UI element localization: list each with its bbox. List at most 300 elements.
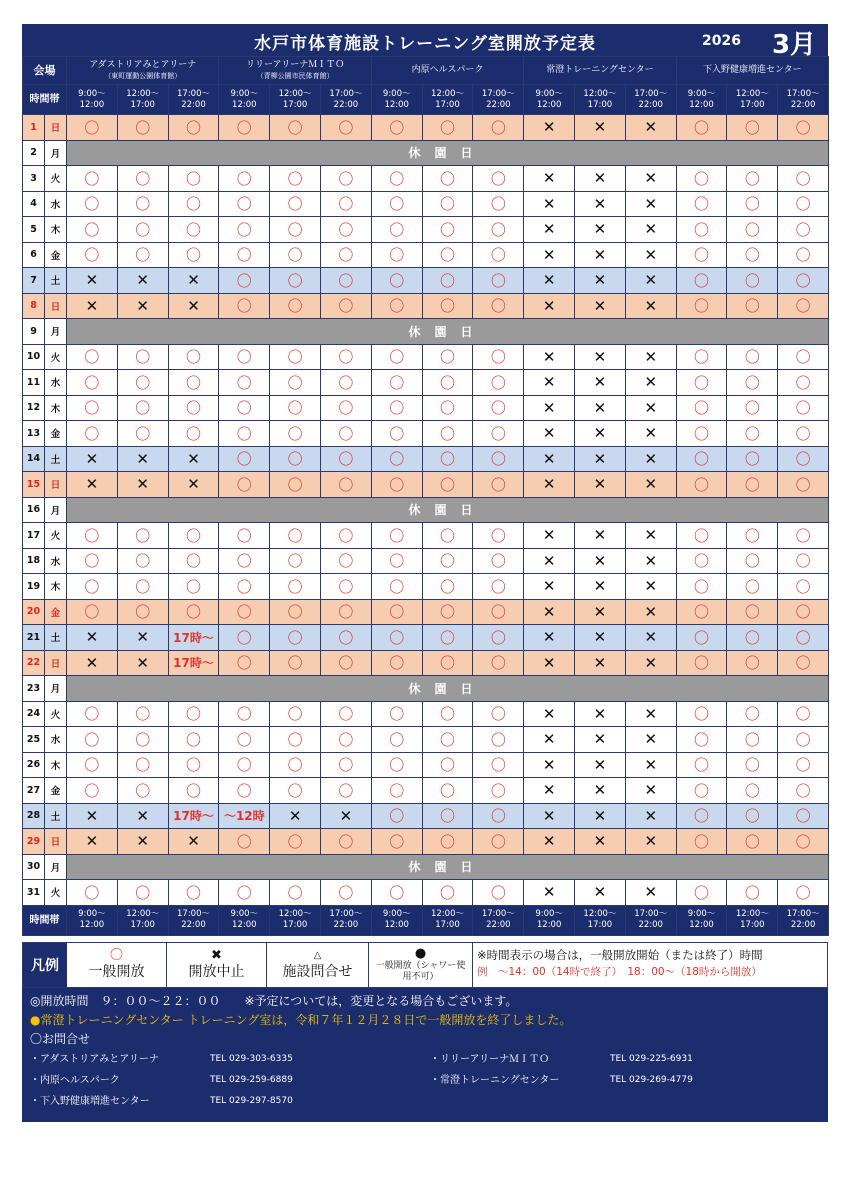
- day-number: 2: [23, 140, 45, 166]
- status-open: 〇: [422, 778, 473, 804]
- status-open: 〇: [168, 166, 219, 192]
- status-open: 〇: [371, 268, 422, 294]
- status-open: 〇: [778, 472, 829, 498]
- status-cancelled: ✕: [117, 268, 168, 294]
- status-open: 〇: [473, 752, 524, 778]
- day-row: [23, 778, 829, 804]
- facility-header: アダストリアみとアリーナ （東町運動公園体育館）: [67, 57, 219, 85]
- closed-day-band: 休園日: [67, 497, 829, 523]
- status-open: 〇: [727, 523, 778, 549]
- status-open: 〇: [67, 115, 118, 141]
- status-open: 〇: [676, 395, 727, 421]
- status-open: 〇: [727, 344, 778, 370]
- day-weekday: 土: [45, 446, 67, 472]
- day-row: [23, 701, 829, 727]
- time-slot-cell: 9:00～ 12:00: [67, 85, 118, 115]
- day-weekday: 日: [45, 829, 67, 855]
- status-open: 〇: [778, 829, 829, 855]
- status-open: 〇: [371, 829, 422, 855]
- status-open: 〇: [371, 778, 422, 804]
- time-slot-cell: 9:00～ 12:00: [371, 905, 422, 935]
- status-open: 〇: [321, 880, 372, 906]
- status-open: 〇: [778, 625, 829, 651]
- status-open: 〇: [371, 217, 422, 243]
- status-cancelled: ✕: [575, 191, 626, 217]
- status-open: 〇: [676, 446, 727, 472]
- status-open: 〇: [473, 166, 524, 192]
- day-number: 31: [23, 880, 45, 906]
- day-weekday: 土: [45, 803, 67, 829]
- status-open: 〇: [473, 701, 524, 727]
- status-open: 〇: [270, 446, 321, 472]
- status-open: 〇: [67, 727, 118, 753]
- status-open: 〇: [727, 115, 778, 141]
- status-open: 〇: [778, 650, 829, 676]
- time-slot-header-row: [23, 85, 829, 115]
- day-row: [23, 293, 829, 319]
- status-cancelled: ✕: [117, 293, 168, 319]
- status-open: 〇: [168, 701, 219, 727]
- status-open: 〇: [270, 421, 321, 447]
- status-open: 〇: [321, 625, 372, 651]
- status-cancelled: ✕: [524, 217, 575, 243]
- time-slot-cell: 9:00～ 12:00: [219, 905, 270, 935]
- status-open: 〇: [422, 395, 473, 421]
- status-open: 〇: [219, 293, 270, 319]
- status-open: 〇: [219, 880, 270, 906]
- status-open: 〇: [67, 574, 118, 600]
- status-cancelled: ✕: [625, 625, 676, 651]
- status-cancelled: ✕: [575, 268, 626, 294]
- status-cancelled: ✕: [625, 880, 676, 906]
- status-cancelled: ✕: [117, 446, 168, 472]
- status-cancelled: ✕: [575, 829, 626, 855]
- status-cancelled: ✕: [625, 446, 676, 472]
- status-open: 〇: [270, 574, 321, 600]
- status-open: 〇: [117, 880, 168, 906]
- day-number: 6: [23, 242, 45, 268]
- status-open: 〇: [219, 625, 270, 651]
- status-cancelled: ✕: [524, 599, 575, 625]
- status-open: 〇: [117, 166, 168, 192]
- status-open: 〇: [473, 727, 524, 753]
- status-open: 〇: [371, 166, 422, 192]
- time-slot-cell: 9:00～ 12:00: [219, 85, 270, 115]
- status-open: 〇: [219, 242, 270, 268]
- status-open: 〇: [219, 472, 270, 498]
- status-cancelled: ✕: [575, 242, 626, 268]
- day-row: [23, 268, 829, 294]
- status-open: 〇: [321, 242, 372, 268]
- status-open: 〇: [778, 395, 829, 421]
- day-weekday: 日: [45, 115, 67, 141]
- status-open: 〇: [676, 344, 727, 370]
- status-cancelled: ✕: [524, 523, 575, 549]
- day-row: [23, 854, 829, 880]
- status-cancelled: ✕: [168, 268, 219, 294]
- status-open: 〇: [676, 829, 727, 855]
- time-slot-cell: 12:00～ 17:00: [422, 85, 473, 115]
- status-open: 〇: [473, 421, 524, 447]
- facility-header: 下入野健康増進センター: [676, 57, 828, 85]
- status-open: 〇: [778, 421, 829, 447]
- day-row: [23, 650, 829, 676]
- status-open: 〇: [270, 370, 321, 396]
- day-weekday: 月: [45, 319, 67, 345]
- day-weekday: 火: [45, 523, 67, 549]
- status-open: 〇: [67, 421, 118, 447]
- status-open: 〇: [168, 574, 219, 600]
- status-cancelled: ✕: [524, 191, 575, 217]
- day-row: [23, 344, 829, 370]
- day-weekday: 日: [45, 650, 67, 676]
- status-open: 〇: [219, 829, 270, 855]
- day-weekday: 金: [45, 599, 67, 625]
- status-open: 〇: [676, 421, 727, 447]
- status-open: 〇: [270, 191, 321, 217]
- legend-label: 一般開放（シャワー使用不可）: [375, 961, 466, 982]
- status-open: 〇: [270, 523, 321, 549]
- day-number: 25: [23, 727, 45, 753]
- status-open: 〇: [778, 574, 829, 600]
- legend-cancel: [167, 943, 267, 987]
- status-open: 〇: [219, 548, 270, 574]
- status-cancelled: ✕: [575, 523, 626, 549]
- legend-open: [67, 943, 167, 987]
- status-cancelled: ✕: [575, 293, 626, 319]
- legend-label: 一般開放: [88, 964, 145, 980]
- status-open: 〇: [676, 191, 727, 217]
- day-number: 7: [23, 268, 45, 294]
- status-open: 〇: [727, 191, 778, 217]
- closed-day-band: 休園日: [67, 676, 829, 702]
- status-open: 〇: [676, 217, 727, 243]
- day-number: 21: [23, 625, 45, 651]
- status-open: 〇: [778, 191, 829, 217]
- status-cancelled: ✕: [575, 472, 626, 498]
- status-open: 〇: [117, 523, 168, 549]
- status-open: 〇: [473, 268, 524, 294]
- status-open: 〇: [371, 242, 422, 268]
- status-cancelled: ✕: [524, 650, 575, 676]
- legend-note-text: ※時間表示の場合は，一般開放開始（または終了）時間: [477, 947, 763, 962]
- status-open: 〇: [321, 523, 372, 549]
- title-bar: [22, 24, 828, 60]
- status-open: 〇: [168, 370, 219, 396]
- status-cancelled: ✕: [117, 650, 168, 676]
- day-weekday: 木: [45, 574, 67, 600]
- time-slot-cell: 17:00～ 22:00: [321, 905, 372, 935]
- status-open: 〇: [270, 472, 321, 498]
- status-open: 〇: [727, 880, 778, 906]
- status-open: 〇: [321, 191, 372, 217]
- status-open: 〇: [270, 752, 321, 778]
- day-weekday: 月: [45, 497, 67, 523]
- status-open: 〇: [473, 395, 524, 421]
- status-cancelled: ✕: [524, 370, 575, 396]
- status-open: 〇: [473, 599, 524, 625]
- status-cancelled: ✕: [117, 829, 168, 855]
- time-slot-cell: 12:00～ 17:00: [575, 85, 626, 115]
- status-open: 〇: [676, 599, 727, 625]
- time-slot-cell: 9:00～ 12:00: [371, 85, 422, 115]
- status-cancelled: ✕: [524, 242, 575, 268]
- status-cancelled: ✕: [625, 191, 676, 217]
- status-open: 〇: [67, 548, 118, 574]
- status-open: 〇: [727, 446, 778, 472]
- status-open: 〇: [371, 625, 422, 651]
- status-open: 〇: [67, 191, 118, 217]
- status-open: 〇: [778, 242, 829, 268]
- status-open: 〇: [473, 370, 524, 396]
- status-open: 〇: [727, 727, 778, 753]
- status-open: 〇: [168, 242, 219, 268]
- status-cancelled: ✕: [524, 166, 575, 192]
- status-cancelled: ✕: [575, 395, 626, 421]
- day-number: 22: [23, 650, 45, 676]
- status-cancelled: ✕: [625, 293, 676, 319]
- status-open: 〇: [219, 421, 270, 447]
- status-cancelled: ✕: [625, 752, 676, 778]
- day-row: [23, 217, 829, 243]
- status-open: 〇: [676, 625, 727, 651]
- status-open: 〇: [168, 727, 219, 753]
- day-weekday: 金: [45, 242, 67, 268]
- legend-title: 凡例: [23, 943, 67, 987]
- status-open: 〇: [473, 293, 524, 319]
- status-open: 〇: [676, 727, 727, 753]
- status-open: 〇: [473, 344, 524, 370]
- day-row: [23, 523, 829, 549]
- status-open: 〇: [422, 293, 473, 319]
- day-row: [23, 752, 829, 778]
- status-cancelled: ✕: [67, 446, 118, 472]
- status-open: 〇: [676, 803, 727, 829]
- status-open: 〇: [778, 523, 829, 549]
- status-cancelled: ✕: [625, 523, 676, 549]
- status-open: 〇: [371, 574, 422, 600]
- status-open: 〇: [676, 268, 727, 294]
- day-row: [23, 115, 829, 141]
- contact-list: [30, 1049, 820, 1112]
- day-number: 23: [23, 676, 45, 702]
- status-open: 〇: [117, 395, 168, 421]
- status-open: 〇: [422, 880, 473, 906]
- status-cancelled: ✕: [575, 115, 626, 141]
- info-panel: [22, 988, 828, 1122]
- year-label: 2026: [702, 33, 741, 49]
- day-number: 29: [23, 829, 45, 855]
- status-open: 〇: [422, 752, 473, 778]
- day-weekday: 金: [45, 778, 67, 804]
- status-open: 〇: [117, 752, 168, 778]
- dot-icon: ●: [414, 946, 427, 961]
- status-open: 〇: [219, 115, 270, 141]
- status-open: 〇: [778, 880, 829, 906]
- status-cancelled: ✕: [524, 446, 575, 472]
- contact-item: ・リリーアリーナＭＩＴＯ TEL 029-225-6931: [430, 1053, 693, 1065]
- status-cancelled: ✕: [625, 344, 676, 370]
- status-open: 〇: [219, 344, 270, 370]
- day-number: 13: [23, 421, 45, 447]
- day-number: 28: [23, 803, 45, 829]
- day-weekday: 火: [45, 166, 67, 192]
- status-open: 〇: [778, 752, 829, 778]
- status-open: 〇: [727, 701, 778, 727]
- facility-header: 常澄トレーニングセンター: [524, 57, 676, 85]
- status-open: 〇: [219, 395, 270, 421]
- status-open: 〇: [321, 395, 372, 421]
- status-cancelled: ✕: [625, 701, 676, 727]
- contact-item: ・内原ヘルスパーク TEL 029-259-6889: [30, 1074, 293, 1086]
- month-label: 3月: [772, 30, 817, 60]
- time-slot-cell: 17:00～ 22:00: [778, 85, 829, 115]
- cross-icon: ✖: [211, 948, 222, 963]
- status-open: 〇: [778, 166, 829, 192]
- status-open: 〇: [117, 344, 168, 370]
- status-cancelled: ✕: [270, 803, 321, 829]
- status-open: 〇: [321, 752, 372, 778]
- status-open: 〇: [321, 421, 372, 447]
- status-open: 〇: [422, 191, 473, 217]
- time-slot-cell: 12:00～ 17:00: [575, 905, 626, 935]
- status-open: 〇: [219, 268, 270, 294]
- day-row: [23, 548, 829, 574]
- status-cancelled: ✕: [575, 650, 626, 676]
- status-cancelled: ✕: [575, 803, 626, 829]
- day-row: [23, 472, 829, 498]
- status-open: 〇: [727, 650, 778, 676]
- status-cancelled: ✕: [575, 574, 626, 600]
- time-slot-footer-row: [23, 905, 829, 935]
- status-open: 〇: [422, 421, 473, 447]
- status-open: 〇: [422, 548, 473, 574]
- status-cancelled: ✕: [117, 803, 168, 829]
- time-slot-label: 時間帯: [23, 905, 67, 935]
- status-open: 〇: [67, 217, 118, 243]
- status-open: 〇: [67, 880, 118, 906]
- day-row: [23, 625, 829, 651]
- day-weekday: 水: [45, 727, 67, 753]
- status-open: 〇: [676, 650, 727, 676]
- status-cancelled: ✕: [67, 268, 118, 294]
- status-cancelled: ✕: [575, 166, 626, 192]
- status-open: 〇: [371, 293, 422, 319]
- day-row: [23, 676, 829, 702]
- status-open: 〇: [727, 395, 778, 421]
- day-row: [23, 319, 829, 345]
- status-open: 〇: [473, 650, 524, 676]
- status-cancelled: ✕: [67, 650, 118, 676]
- status-cancelled: ✕: [117, 472, 168, 498]
- status-open: 〇: [422, 727, 473, 753]
- status-open: 〇: [473, 574, 524, 600]
- day-weekday: 火: [45, 880, 67, 906]
- status-cancelled: ✕: [524, 268, 575, 294]
- status-cancelled: ✕: [524, 574, 575, 600]
- status-open: 〇: [422, 701, 473, 727]
- status-open: 〇: [321, 446, 372, 472]
- status-open: 〇: [371, 701, 422, 727]
- day-weekday: 日: [45, 293, 67, 319]
- day-number: 18: [23, 548, 45, 574]
- day-number: 26: [23, 752, 45, 778]
- status-open: 〇: [778, 727, 829, 753]
- legend-label: 施設問合せ: [282, 964, 353, 980]
- status-cancelled: ✕: [524, 752, 575, 778]
- status-open: 〇: [778, 217, 829, 243]
- status-open: 〇: [727, 268, 778, 294]
- time-slot-cell: 17:00～ 22:00: [625, 905, 676, 935]
- status-open: 〇: [473, 446, 524, 472]
- legend-note: [473, 943, 827, 987]
- status-time: ～12時: [219, 803, 270, 829]
- status-cancelled: ✕: [625, 574, 676, 600]
- time-slot-cell: 12:00～ 17:00: [270, 905, 321, 935]
- time-slot-cell: 9:00～ 12:00: [67, 905, 118, 935]
- time-slot-cell: 17:00～ 22:00: [473, 905, 524, 935]
- status-open: 〇: [676, 574, 727, 600]
- status-open: 〇: [778, 446, 829, 472]
- status-open: 〇: [168, 344, 219, 370]
- status-open: 〇: [676, 752, 727, 778]
- status-open: 〇: [67, 242, 118, 268]
- day-number: 24: [23, 701, 45, 727]
- status-open: 〇: [473, 217, 524, 243]
- day-number: 12: [23, 395, 45, 421]
- status-open: 〇: [67, 701, 118, 727]
- day-number: 19: [23, 574, 45, 600]
- status-open: 〇: [778, 370, 829, 396]
- time-slot-cell: 17:00～ 22:00: [473, 85, 524, 115]
- status-cancelled: ✕: [67, 803, 118, 829]
- status-open: 〇: [321, 217, 372, 243]
- day-number: 27: [23, 778, 45, 804]
- status-cancelled: ✕: [575, 880, 626, 906]
- status-cancelled: ✕: [524, 829, 575, 855]
- time-slot-cell: 17:00～ 22:00: [778, 905, 829, 935]
- status-open: 〇: [321, 599, 372, 625]
- status-cancelled: ✕: [625, 727, 676, 753]
- status-cancelled: ✕: [168, 446, 219, 472]
- status-cancelled: ✕: [524, 344, 575, 370]
- status-open: 〇: [321, 829, 372, 855]
- legend-inquire: [267, 943, 369, 987]
- day-weekday: 火: [45, 701, 67, 727]
- status-cancelled: ✕: [575, 370, 626, 396]
- status-open: 〇: [778, 344, 829, 370]
- status-open: 〇: [117, 574, 168, 600]
- status-open: 〇: [371, 115, 422, 141]
- status-open: 〇: [67, 778, 118, 804]
- day-number: 14: [23, 446, 45, 472]
- status-open: 〇: [371, 548, 422, 574]
- status-open: 〇: [270, 268, 321, 294]
- status-open: 〇: [117, 599, 168, 625]
- status-open: 〇: [219, 446, 270, 472]
- day-row: [23, 140, 829, 166]
- time-slot-cell: 12:00～ 17:00: [727, 905, 778, 935]
- day-row: [23, 446, 829, 472]
- status-open: 〇: [473, 115, 524, 141]
- status-cancelled: ✕: [117, 625, 168, 651]
- day-row: [23, 166, 829, 192]
- schedule-sheet: [22, 24, 828, 1122]
- status-open: 〇: [117, 242, 168, 268]
- status-open: 〇: [270, 625, 321, 651]
- status-open: 〇: [168, 880, 219, 906]
- facility-header: 内原ヘルスパーク: [371, 57, 523, 85]
